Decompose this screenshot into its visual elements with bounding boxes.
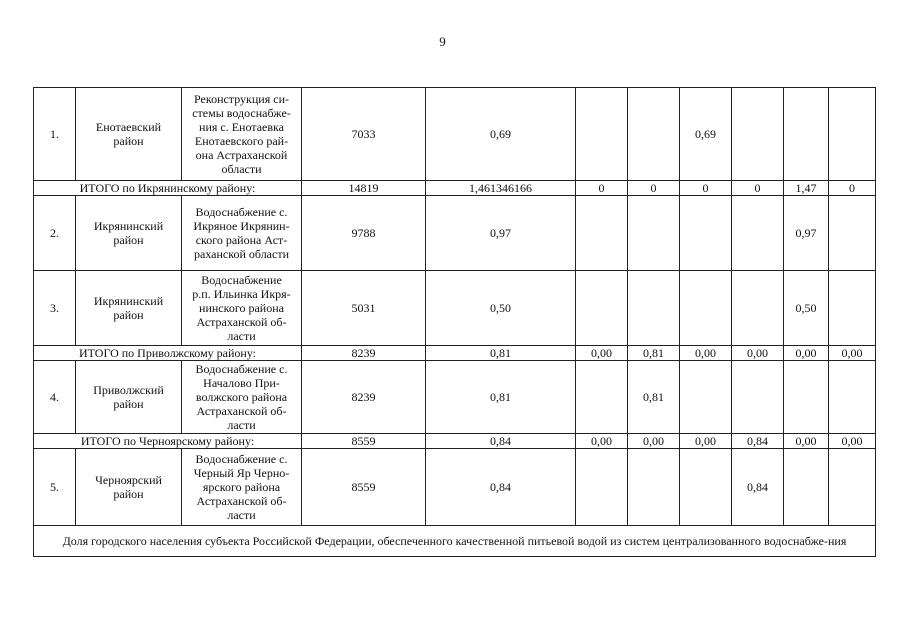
year-cell: 0,84 bbox=[732, 449, 784, 526]
total-cell: 0,50 bbox=[426, 271, 576, 346]
row-number: 2. bbox=[34, 196, 76, 271]
year-cell bbox=[829, 88, 876, 181]
water-supply-table bbox=[33, 87, 876, 557]
year-cell: 0,00 bbox=[732, 346, 784, 361]
year-cell bbox=[680, 196, 732, 271]
year-cell: 0,84 bbox=[732, 434, 784, 449]
district-cell: Икрянинский район bbox=[76, 271, 182, 346]
year-cell bbox=[829, 449, 876, 526]
year-cell: 0,81 bbox=[628, 346, 680, 361]
district-cell: Енотаевский район bbox=[76, 88, 182, 181]
year-cell bbox=[628, 196, 680, 271]
project-cell: Водоснабжение р.п. Ильинка Икря- нинского района Астраханской об- ласти bbox=[182, 271, 302, 346]
year-cell: 0 bbox=[829, 181, 876, 196]
footer-row bbox=[34, 526, 876, 557]
year-cell bbox=[576, 196, 628, 271]
year-cell bbox=[680, 361, 732, 434]
year-cell: 0,00 bbox=[576, 346, 628, 361]
year-cell bbox=[576, 361, 628, 434]
total-cell: 1,461346166 bbox=[426, 181, 576, 196]
year-cell: 0,00 bbox=[680, 434, 732, 449]
row-number: 1. bbox=[34, 88, 76, 181]
year-cell: 0,97 bbox=[784, 196, 829, 271]
year-cell bbox=[680, 271, 732, 346]
district-cell: Икрянинский район bbox=[76, 196, 182, 271]
year-cell bbox=[829, 361, 876, 434]
year-cell: 0,00 bbox=[784, 346, 829, 361]
project-cell: Водоснабжение с. Началово При- волжского района Астраханской об- ласти bbox=[182, 361, 302, 434]
year-cell: 1,47 bbox=[784, 181, 829, 196]
year-cell: 0 bbox=[628, 181, 680, 196]
year-cell: 0,69 bbox=[680, 88, 732, 181]
population-cell: 8239 bbox=[302, 361, 426, 434]
year-cell bbox=[628, 449, 680, 526]
year-cell bbox=[784, 361, 829, 434]
district-cell: Черноярский район bbox=[76, 449, 182, 526]
year-cell bbox=[628, 271, 680, 346]
total-row bbox=[34, 346, 876, 361]
population-cell: 7033 bbox=[302, 88, 426, 181]
row-number: 3. bbox=[34, 271, 76, 346]
total-cell: 0,84 bbox=[426, 434, 576, 449]
district-cell: Приволжский район bbox=[76, 361, 182, 434]
page-number: 9 bbox=[439, 34, 446, 49]
total-label: ИТОГО по Приволжскому району: bbox=[34, 346, 302, 361]
row-number: 5. bbox=[34, 449, 76, 526]
year-cell bbox=[784, 449, 829, 526]
year-cell bbox=[732, 271, 784, 346]
year-cell bbox=[680, 449, 732, 526]
year-cell: 0,00 bbox=[628, 434, 680, 449]
total-cell: 0,69 bbox=[426, 88, 576, 181]
year-cell bbox=[576, 271, 628, 346]
total-label: ИТОГО по Черноярскому району: bbox=[34, 434, 302, 449]
population-cell: 8559 bbox=[302, 449, 426, 526]
total-row bbox=[34, 434, 876, 449]
year-cell bbox=[829, 196, 876, 271]
total-cell: 0,84 bbox=[426, 449, 576, 526]
year-cell bbox=[829, 271, 876, 346]
population-cell: 8559 bbox=[302, 434, 426, 449]
year-cell: 0 bbox=[576, 181, 628, 196]
year-cell: 0,00 bbox=[784, 434, 829, 449]
year-cell: 0,00 bbox=[829, 346, 876, 361]
year-cell: 0,00 bbox=[829, 434, 876, 449]
year-cell: 0 bbox=[680, 181, 732, 196]
year-cell: 0,81 bbox=[628, 361, 680, 434]
year-cell: 0,00 bbox=[576, 434, 628, 449]
project-cell: Реконструкция си- стемы водоснабже- ния с. Енотаевка Енотаевского рай- она Астраханской области bbox=[182, 88, 302, 181]
row-number: 4. bbox=[34, 361, 76, 434]
total-label: ИТОГО по Икрянинскому району: bbox=[34, 181, 302, 196]
year-cell: 0,50 bbox=[784, 271, 829, 346]
table-row bbox=[34, 196, 876, 271]
project-cell: Водоснабжение с. Черный Яр Черно- ярского района Астраханской об- ласти bbox=[182, 449, 302, 526]
year-cell: 0,00 bbox=[680, 346, 732, 361]
year-cell bbox=[628, 88, 680, 181]
year-cell bbox=[784, 88, 829, 181]
year-cell bbox=[732, 361, 784, 434]
population-cell: 8239 bbox=[302, 346, 426, 361]
table-row bbox=[34, 271, 876, 346]
table-row bbox=[34, 449, 876, 526]
population-cell: 5031 bbox=[302, 271, 426, 346]
table-row bbox=[34, 361, 876, 434]
total-cell: 0,81 bbox=[426, 346, 576, 361]
total-row bbox=[34, 181, 876, 196]
year-cell bbox=[732, 196, 784, 271]
year-cell: 0 bbox=[732, 181, 784, 196]
population-cell: 9788 bbox=[302, 196, 426, 271]
total-cell: 0,81 bbox=[426, 361, 576, 434]
total-cell: 0,97 bbox=[426, 196, 576, 271]
year-cell bbox=[576, 449, 628, 526]
indicator-text: Доля городского населения субъекта Российской Федерации, обеспеченного качественной питьевой водой из систем централизованного водоснабже-ния bbox=[34, 526, 876, 557]
table-row bbox=[34, 88, 876, 181]
year-cell bbox=[576, 88, 628, 181]
project-cell: Водоснабжение с. Икряное Икрянин- ского района Аст- раханской области bbox=[182, 196, 302, 271]
population-cell: 14819 bbox=[302, 181, 426, 196]
year-cell bbox=[732, 88, 784, 181]
